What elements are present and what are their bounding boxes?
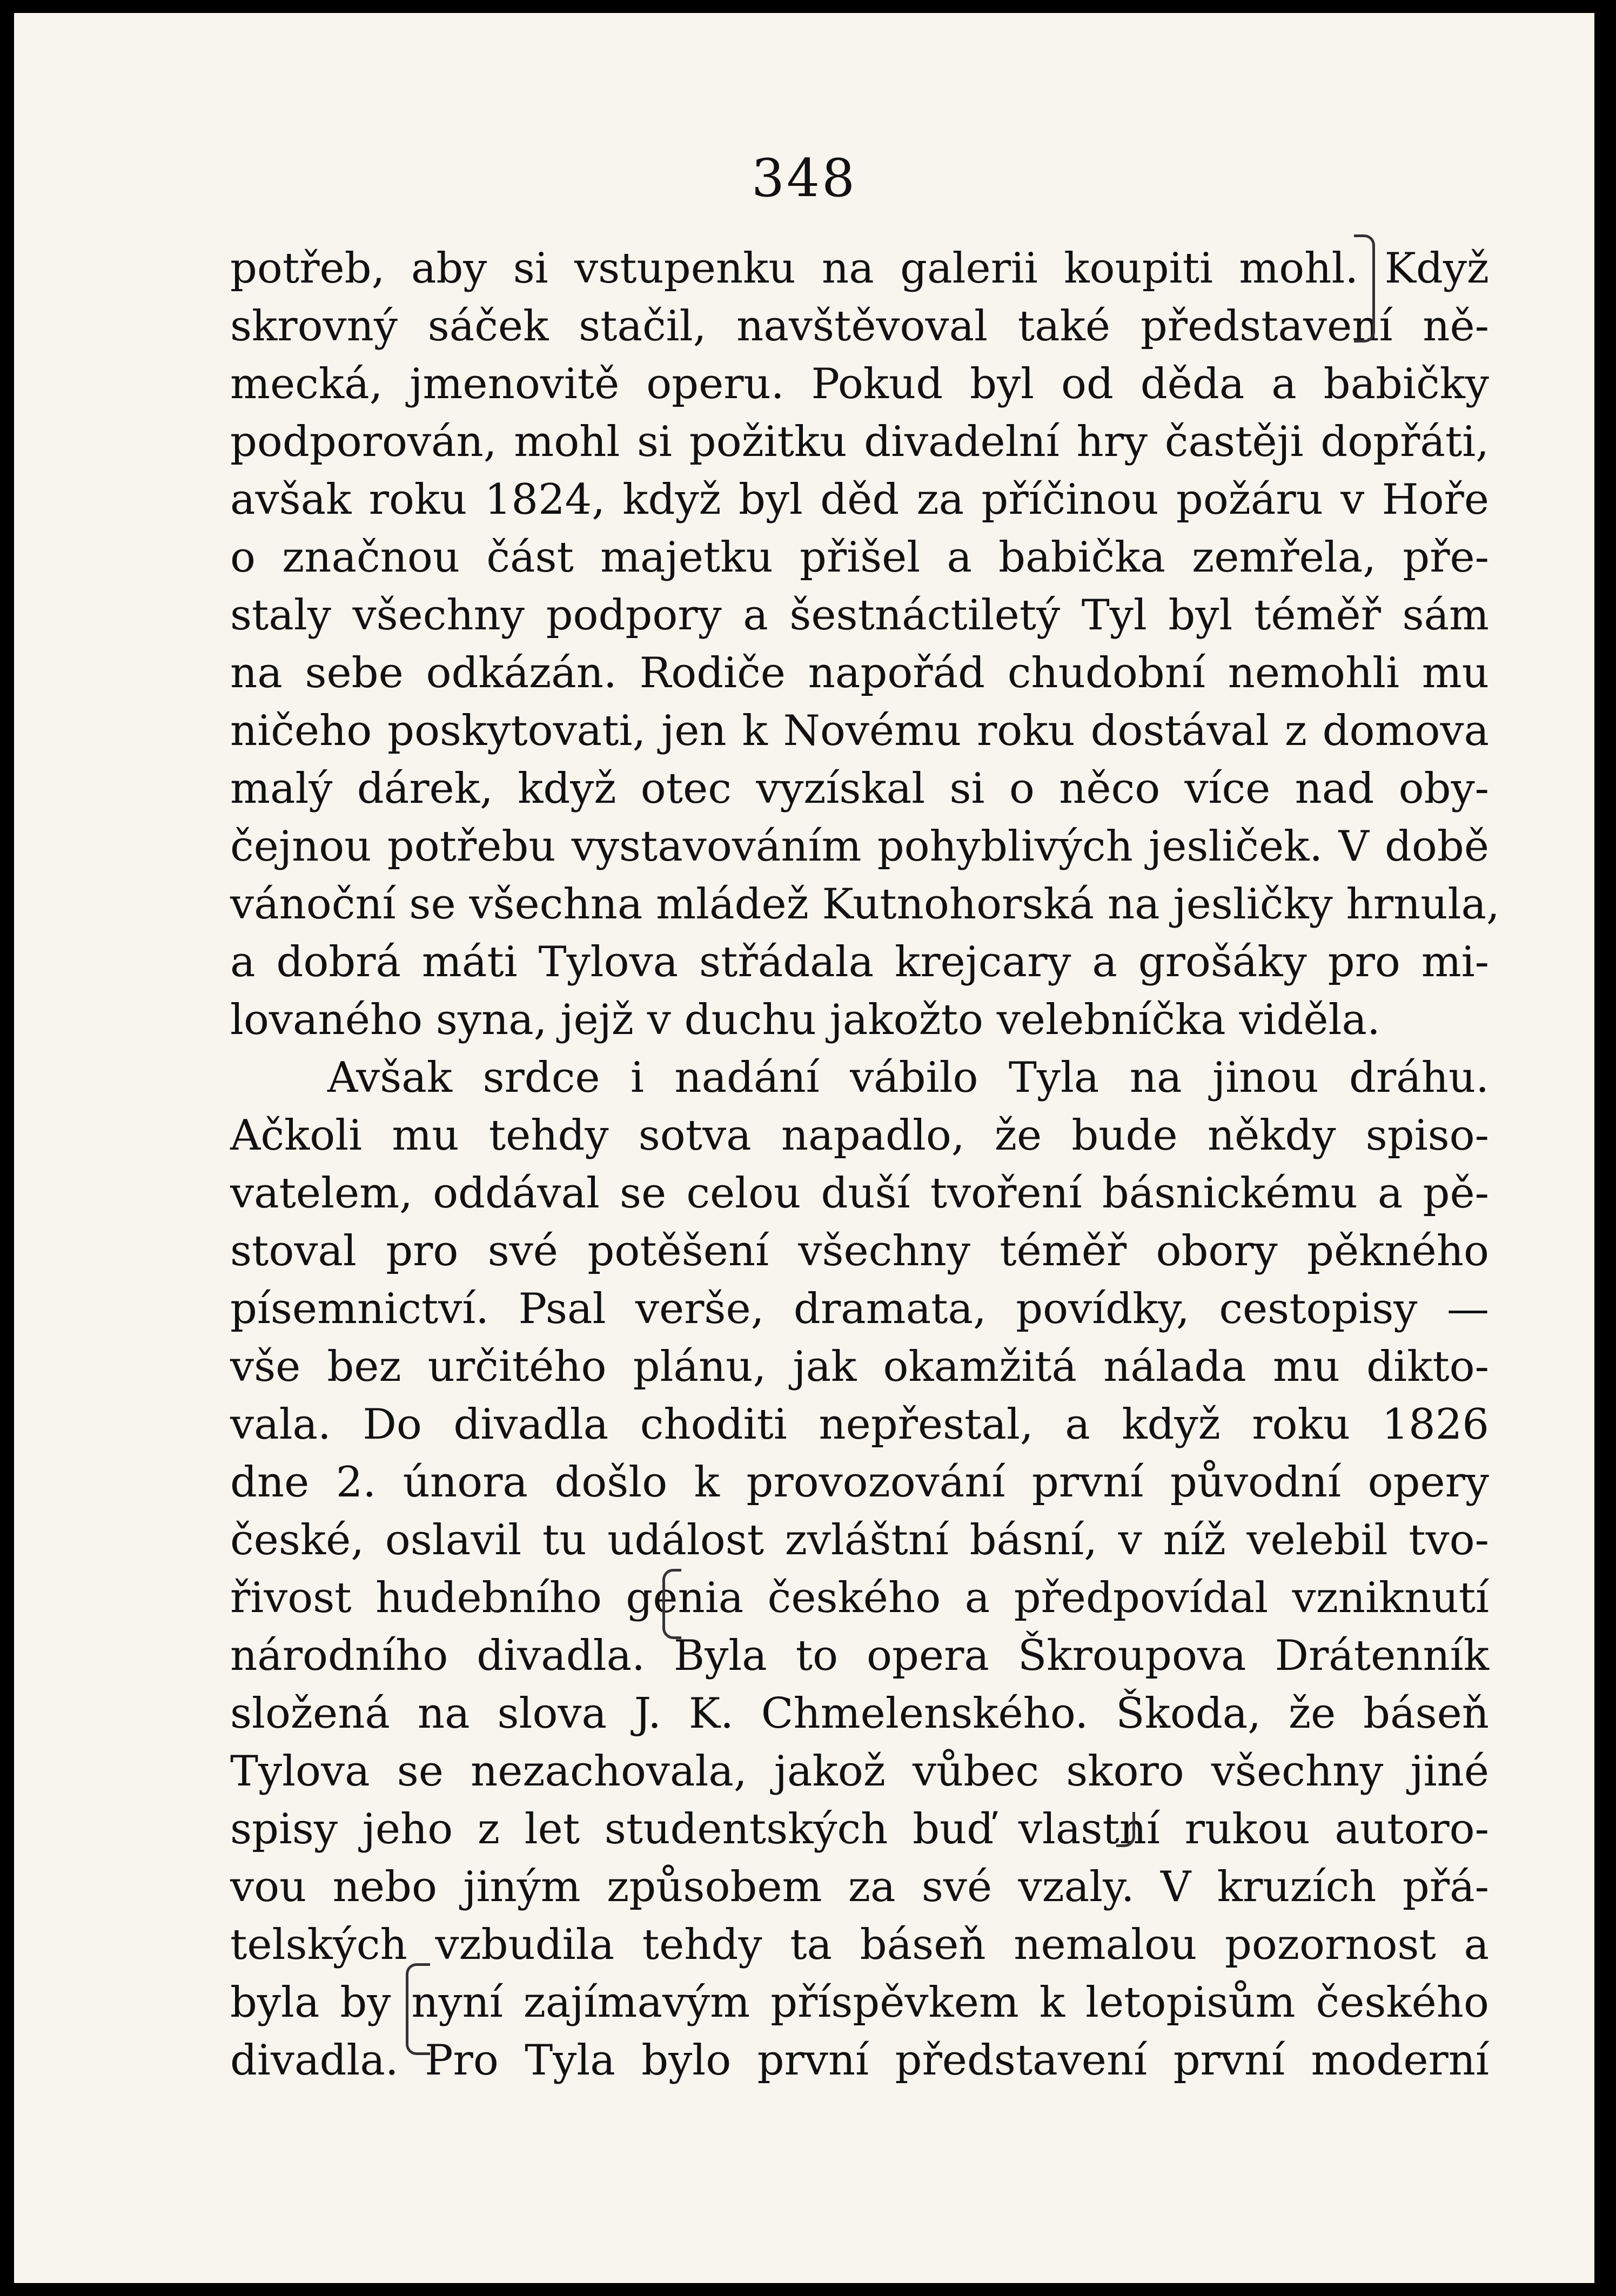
text-line: vala. Do divadla choditi nepřestal, a když roku 1826: [230, 1400, 1489, 1449]
text-line: avšak roku 1824, když byl děd za příčinou požáru v Hoře: [230, 475, 1489, 524]
text-line: byla by nyní zajímavým příspěvkem k letopisům českého: [230, 1978, 1489, 2027]
pencil-bracket-mark: [406, 1963, 430, 2055]
pencil-bracket-mark: [1354, 234, 1375, 343]
book-page: [14, 13, 1594, 2283]
text-line: staly všechny podpory a šestnáctiletý Tyl byl téměř sám: [230, 591, 1489, 640]
text-line: čejnou potřebu vystavováním pohyblivých jesliček. V době: [230, 822, 1489, 871]
text-line: potřeb, aby si vstupenku na galerii koupiti mohl. Když: [230, 244, 1489, 293]
text-line: ničeho poskytovati, jen k Novému roku dostával z domova: [230, 707, 1489, 755]
text-line: písemnictví. Psal verše, dramata, povídky, cestopisy —: [230, 1285, 1489, 1333]
text-line: dne 2. února došlo k provozování první původní opery: [230, 1458, 1489, 1507]
pencil-bracket-mark: [1116, 1812, 1135, 1847]
pencil-bracket-mark: [662, 1569, 681, 1639]
text-line: české, oslavil tu událost zvláštní básní, v níž velebil tvo-: [230, 1516, 1489, 1565]
text-line: spisy jeho z let studentských buď vlastní rukou autoro-: [230, 1805, 1489, 1854]
body-text: [230, 240, 1500, 2090]
text-line: řivost hudebního genia českého a předpovídal vzniknutí: [230, 1574, 1489, 1622]
page-number: 348: [751, 148, 857, 209]
text-line: vatelem, oddával se celou duší tvoření básnickému a pě-: [230, 1169, 1489, 1218]
text-line: Ačkoli mu tehdy sotva napadlo, že bude někdy spiso-: [230, 1111, 1489, 1160]
text-line: Avšak srdce i nadání vábilo Tyla na jinou dráhu.: [327, 1053, 1489, 1102]
text-line: mecká, jmenovitě operu. Pokud byl od děda a babičky: [230, 360, 1489, 408]
text-line: vánoční se všechna mládež Kutnohorská na jesličky hrnula,: [230, 880, 1500, 929]
text-line: a dobrá máti Tylova střádala krejcary a grošáky pro mi-: [230, 938, 1489, 986]
text-line: podporován, mohl si požitku divadelní hry častěji dopřáti,: [230, 418, 1489, 466]
text-line: vše bez určitého plánu, jak okamžitá nálada mu dikto-: [230, 1342, 1489, 1391]
text-line: národního divadla. Byla to opera Škroupova Drátenník: [230, 1632, 1489, 1680]
text-line: malý dárek, když otec vyzískal si o něco více nad oby-: [230, 764, 1489, 813]
text-line: skrovný sáček stačil, navštěvoval také představení ně-: [230, 302, 1489, 351]
text-line: divadla. Pro Tyla bylo první představení první moderní: [230, 2036, 1489, 2085]
text-line: stoval pro své potěšení všechny téměř obory pěkného: [230, 1227, 1489, 1275]
text-line: telských vzbudila tehdy ta báseň nemalou pozornost a: [230, 1921, 1489, 1969]
text-line: Tylova se nezachovala, jakož vůbec skoro všechny jiné: [230, 1747, 1489, 1796]
text-line: na sebe odkázán. Rodiče napořád chudobní nemohli mu: [230, 649, 1489, 697]
text-line: lovaného syna, jejž v duchu jakožto velebníčka viděla.: [230, 996, 1380, 1044]
text-line: složená na slova J. K. Chmelenského. Škoda, že báseň: [230, 1689, 1489, 1738]
text-line: o značnou část majetku přišel a babička zemřela, pře-: [230, 533, 1489, 582]
text-line: vou nebo jiným způsobem za své vzaly. V kruzích přá-: [230, 1863, 1489, 1911]
